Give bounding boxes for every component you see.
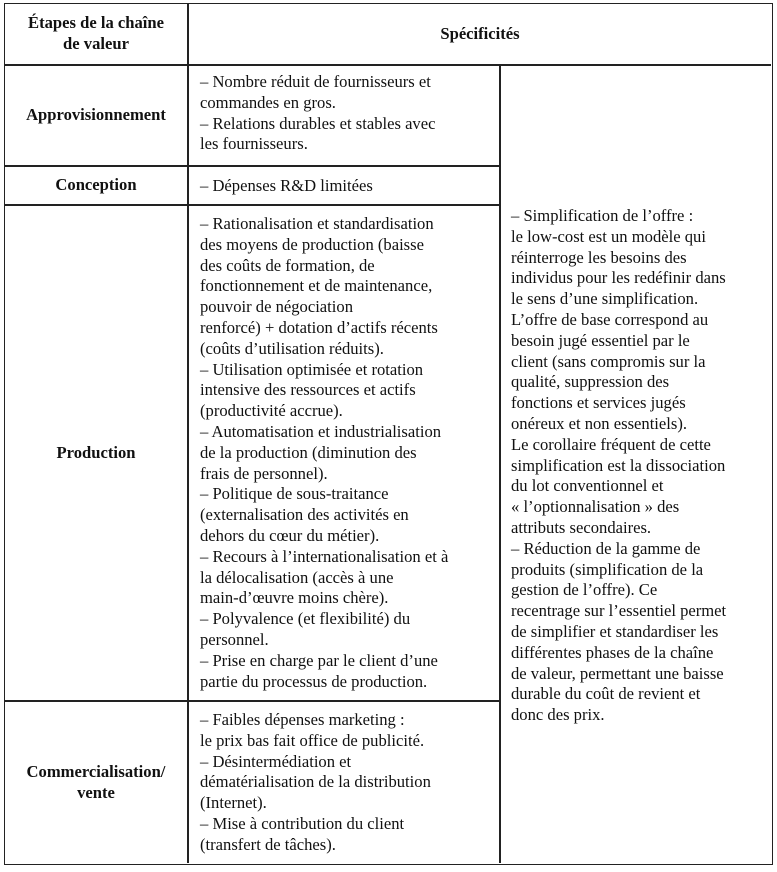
- general-line: fonctions et services jugés: [511, 393, 686, 413]
- header-stages-line: de valeur: [63, 34, 129, 53]
- general-line: – Simplification de l’offre :: [511, 206, 694, 225]
- spec-line: des coûts de formation, de: [200, 255, 375, 275]
- general-line: produits (simplification de la: [511, 559, 704, 579]
- spec-line: main-d’œuvre moins chère).: [200, 588, 389, 608]
- general-line: – Réduction de la gamme de: [511, 538, 701, 558]
- spec-line: – Dépenses R&D limitées: [200, 176, 373, 195]
- column-divider: [187, 4, 189, 863]
- stage-label: Commercialisation/: [26, 761, 166, 781]
- spec-line: le prix bas fait office de publicité.: [200, 730, 425, 750]
- general-line: recentrage sur l’essentiel permet: [511, 601, 727, 621]
- general-line: le sens d’une simplification.: [511, 289, 699, 309]
- general-line: qualité, suppression des: [511, 372, 670, 392]
- stage-production: [5, 206, 187, 700]
- spec-line: commandes en gros.: [200, 92, 336, 112]
- spec-line: – Prise en charge par le client d’une: [200, 650, 438, 670]
- spec-line: – Utilisation optimisée et rotation: [200, 359, 424, 379]
- general-line: onéreux et non essentiels).: [511, 413, 688, 433]
- spec-conception: [200, 176, 495, 197]
- general-line: de simplifier et standardiser les: [511, 621, 719, 641]
- spec-line: dématérialisation de la distribution: [200, 772, 431, 792]
- header-stages-line: Étapes de la chaîne: [28, 13, 164, 33]
- spec-line: – Désintermédiation et: [200, 751, 352, 771]
- spec-line: (externalisation des activités en: [200, 505, 409, 525]
- spec-line: renforcé) + dotation d’actifs récents: [200, 317, 438, 337]
- spec-production: [200, 214, 495, 692]
- spec-line: de la production (diminution des: [200, 442, 417, 462]
- spec-line: – Recours à l’internationalisation et à: [200, 546, 449, 566]
- general-line: donc des prix.: [511, 705, 605, 725]
- spec-line: – Polyvalence (et flexibilité) du: [200, 609, 411, 629]
- spec-line: fonctionnement et de maintenance,: [200, 276, 433, 296]
- general-line: réinterroge les besoins des: [511, 247, 687, 267]
- spec-line: – Rationalisation et standardisation: [200, 214, 434, 233]
- stage-conception: [5, 167, 187, 204]
- general-line: Le corollaire fréquent de cette: [511, 434, 711, 454]
- spec-line: – Mise à contribution du client: [200, 813, 405, 833]
- spec-approvisionnement: [200, 72, 495, 155]
- spec-line: – Automatisation et industrialisation: [200, 421, 442, 441]
- stage-label: vente: [77, 782, 115, 802]
- header-specificites: [189, 4, 771, 64]
- spec-line: – Relations durables et stables avec: [200, 113, 436, 133]
- spec-line: – Faibles dépenses marketing :: [200, 710, 405, 729]
- general-line: L’offre de base correspond au: [511, 309, 709, 329]
- general-line: le low-cost est un modèle qui: [511, 226, 706, 246]
- spec-line: – Politique de sous-traitance: [200, 484, 389, 504]
- spec-line: intensive des ressources et actifs: [200, 380, 416, 400]
- spec-line: la délocalisation (accès à une: [200, 567, 394, 587]
- spec-line: personnel.: [200, 629, 269, 649]
- spec-line: dehors du cœur du métier).: [200, 525, 380, 545]
- spec-line: (coûts d’utilisation réduits).: [200, 338, 384, 358]
- general-line: gestion de l’offre). Ce: [511, 580, 658, 600]
- spec-line: des moyens de production (baisse: [200, 234, 424, 254]
- value-chain-table: [4, 3, 773, 865]
- spec-line: (productivité accrue).: [200, 401, 343, 421]
- general-line: de valeur, permettant une baisse: [511, 663, 724, 683]
- header-stages: [5, 4, 187, 64]
- header-specificites-label: Spécificités: [440, 23, 520, 43]
- spec-commercialisation: [200, 710, 495, 856]
- general-line: durable du coût de revient et: [511, 684, 701, 704]
- spec-line: les fournisseurs.: [200, 134, 308, 154]
- spec-line: (transfert de tâches).: [200, 834, 336, 854]
- spec-general: [511, 206, 767, 726]
- general-line: individus pour les redéfinir dans: [511, 268, 726, 288]
- stage-label: Conception: [55, 175, 137, 195]
- spec-line: frais de personnel).: [200, 463, 328, 483]
- stage-approvisionnement: [5, 66, 187, 165]
- stage-label: Approvisionnement: [26, 105, 166, 125]
- general-line: attributs secondaires.: [511, 517, 652, 537]
- spec-line: partie du processus de production.: [200, 671, 428, 691]
- stage-commercialisation: [5, 702, 187, 863]
- column-divider: [499, 65, 501, 863]
- stage-label: Production: [56, 442, 136, 462]
- general-line: du lot conventionnel et: [511, 476, 664, 496]
- spec-line: pouvoir de négociation: [200, 297, 353, 317]
- spec-line: – Nombre réduit de fournisseurs et: [200, 72, 431, 91]
- spec-line: (Internet).: [200, 793, 267, 813]
- general-line: besoin jugé essentiel par le: [511, 330, 690, 350]
- general-line: client (sans compromis sur la: [511, 351, 706, 371]
- general-line: « l’optionnalisation » des: [511, 497, 680, 517]
- general-line: simplification est la dissociation: [511, 455, 726, 475]
- general-line: différentes phases de la chaîne: [511, 642, 714, 662]
